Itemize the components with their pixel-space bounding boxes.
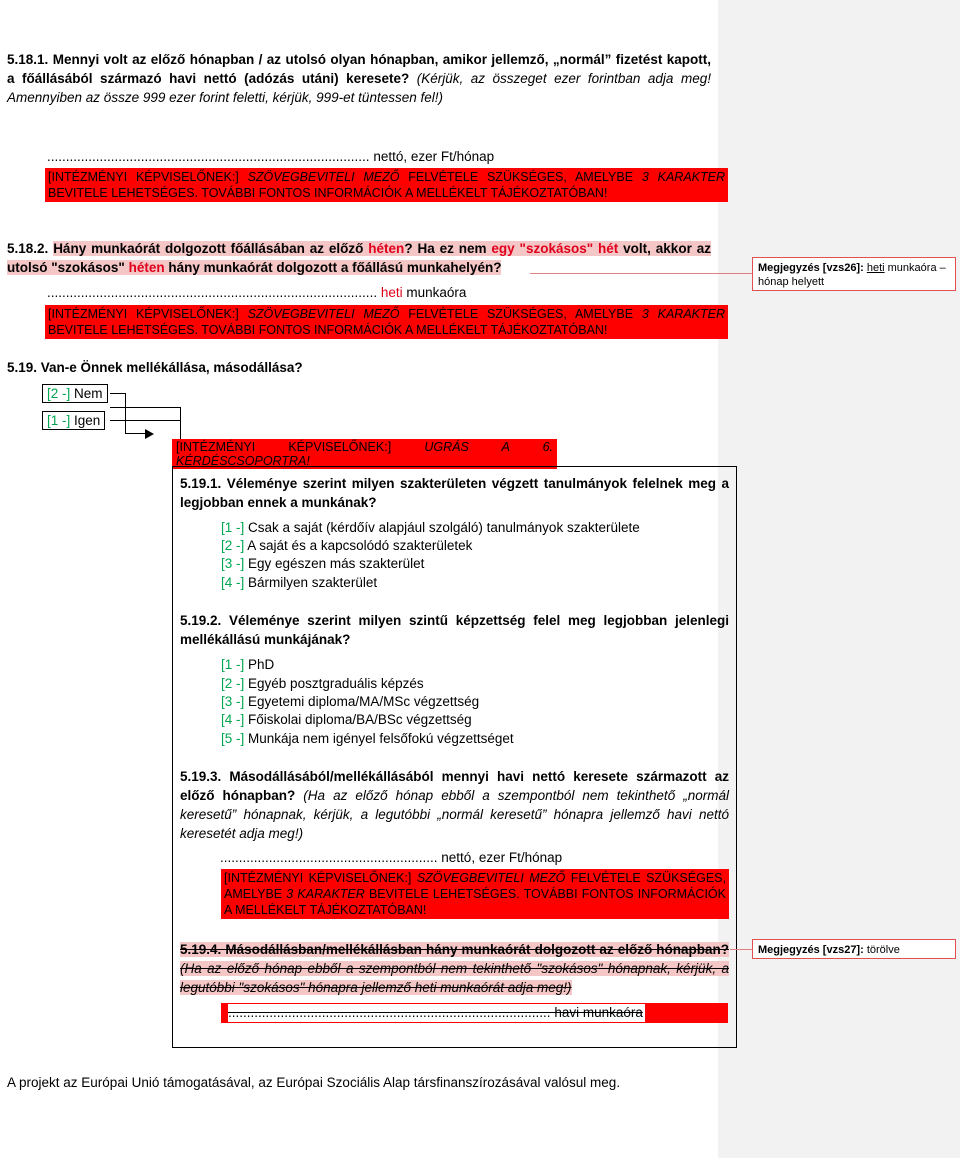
question-5-19: 5.19. Van-e Önnek mellékállása, másodállása?: [7, 360, 303, 375]
option-5-19-2-1[interactable]: [1 -] PhD: [221, 657, 275, 672]
question-5-18-2: 5.18.2. Hány munkaórát dolgozott főállásában az előző héten? Ha ez nem egy "szokásos" hét volt, akkor az utolsó "szokásos" héten hány munkaórát dolgozott a főállású munkahelyén?: [7, 241, 711, 275]
option-igen[interactable]: [1 -] Igen: [42, 411, 105, 430]
question-5-18-1: [7, 50, 711, 107]
instruction-box-5-18-2: [INTÉZMÉNYI KÉPVISELŐNEK:] SZÖVEGBEVITELI MEZŐ FELVÉTELE SZÜKSÉGES, AMELYBE 3 KARAKTER BEVITELE LEHETSÉGES. TOVÁBBI FONTOS INFORMÁCIÓK A MELLÉKELT TÁJÉKOZTATÓBAN!: [45, 305, 728, 339]
question-5-19-2: 5.19.2. Véleménye szerint milyen szintű képzettség felel meg legjobban jelenlegi mellékállású munkájának?: [180, 613, 729, 647]
option-5-19-1-4[interactable]: [4 -] Bármilyen szakterület: [221, 575, 378, 590]
comment-vzs26[interactable]: Megjegyzés [vzs26]: heti munkaóra – hónap helyett: [752, 257, 956, 291]
comment-connector: [530, 273, 752, 274]
comment-connector: [730, 949, 752, 950]
comment-margin-pane: [718, 0, 960, 1158]
skip-arrow-line: [125, 433, 145, 434]
option-5-19-2-3[interactable]: [3 -] Egyetemi diploma/MA/MSc végzettség: [221, 694, 480, 709]
footer-text: A projekt az Európai Unió támogatásával, az Európai Szociális Alap társfinanszírozásával valósul meg.: [7, 1075, 621, 1090]
comment-vzs27[interactable]: Megjegyzés [vzs27]: törölve: [752, 939, 956, 959]
answer-line-5-18-1[interactable]: ...................................................................................... nettó, ezer Ft/hónap: [47, 149, 495, 164]
option-5-19-1-1[interactable]: [1 -] Csak a saját (kérdőív alapjául szolgáló) tanulmányok szakterülete: [221, 520, 640, 535]
option-5-19-2-5[interactable]: [5 -] Munkája nem igényel felsőfokú végzettséget: [221, 731, 514, 746]
skip-arrow-line: [110, 393, 125, 394]
skip-arrow-line: [125, 393, 126, 434]
question-number: 5.18.2.: [7, 241, 49, 256]
question-5-19-4-deleted: 5.19.4. Másodállásban/mellékállásban hány munkaórát dolgozott az előző hónapban? (Ha az előző hónap ebből a szempontból nem tekinthető "szokásos" hónapnak, kérjük, a legutóbbi "szokásos" hónapra jellemző heti munkaórát adja meg!): [180, 942, 729, 995]
branch-arrow-line: [110, 407, 181, 408]
option-5-19-2-2[interactable]: [2 -] Egyéb posztgraduális képzés: [221, 676, 424, 691]
arrow-right-icon: [145, 429, 154, 439]
instruction-box-5-19-3: [INTÉZMÉNYI KÉPVISELŐNEK:] SZÖVEGBEVITELI MEZŐ FELVÉTELE SZÜKSÉGES, AMELYBE 3 KARAKTER BEVITELE LEHETSÉGES. TOVÁBBI FONTOS INFORMÁCIÓK A MELLÉKELT TÁJÉKOZTATÓBAN!: [221, 869, 729, 919]
option-5-19-1-3[interactable]: [3 -] Egy egészen más szakterület: [221, 556, 425, 571]
question-note: (Kérjük, az összeget ezer forintban adja meg! Amennyiben az össze 999 ezer forint feletti, kérjük, 999-et tüntessen fel!): [7, 71, 711, 105]
skip-instruction: [INTÉZMÉNYI KÉPVISELŐNEK:] UGRÁS A 6. KÉRDÉSCSOPORTRA!: [172, 439, 557, 469]
option-5-19-1-2[interactable]: [2 -] A saját és a kapcsolódó szakterületek: [221, 538, 473, 553]
answer-line-5-19-3[interactable]: .......................................................... nettó, ezer Ft/hónap: [220, 850, 563, 865]
option-nem[interactable]: [2 -] Nem: [42, 384, 108, 403]
option-5-19-2-4[interactable]: [4 -] Főiskolai diploma/BA/BSc végzettség: [221, 712, 472, 727]
instruction-box-5-18-1: [INTÉZMÉNYI KÉPVISELŐNEK:] SZÖVEGBEVITELI MEZŐ FELVÉTELE SZÜKSÉGES, AMELYBE 3 KARAKTER BEVITELE LEHETSÉGES. TOVÁBBI FONTOS INFORMÁCIÓK A MELLÉKELT TÁJÉKOZTATÓBAN!: [45, 168, 728, 202]
question-number: 5.18.1.: [7, 52, 49, 67]
answer-line-5-19-4[interactable]: ...................................................................................... havi munkaóra: [228, 1005, 643, 1020]
branch-arrow-line: [110, 420, 180, 421]
question-text: Mennyi volt az előző hónapban / az utolsó olyan hónapban, amikor jellemző, „normál” fizetést kapott, a főállásából származó havi nettó (adózás utáni) keresete?: [7, 52, 711, 86]
question-5-19-1: 5.19.1. Véleménye szerint milyen szakterületen végzett tanulmányok felelnek meg a legjobban ennek a munkának?: [180, 476, 729, 510]
question-5-19-3: 5.19.3. Másodállásából/mellékállásából mennyi havi nettó keresete származott az előző hónapban? (Ha az előző hónap ebből a szempontból nem tekinthető „normál keresetű” hónapnak, kérjük, a legutóbbi „normál keresetű” hónapra jellemző havi nettó keresetét adja meg!): [180, 769, 729, 841]
answer-line-5-18-2[interactable]: ........................................................................................ heti munkaóra: [47, 285, 467, 300]
